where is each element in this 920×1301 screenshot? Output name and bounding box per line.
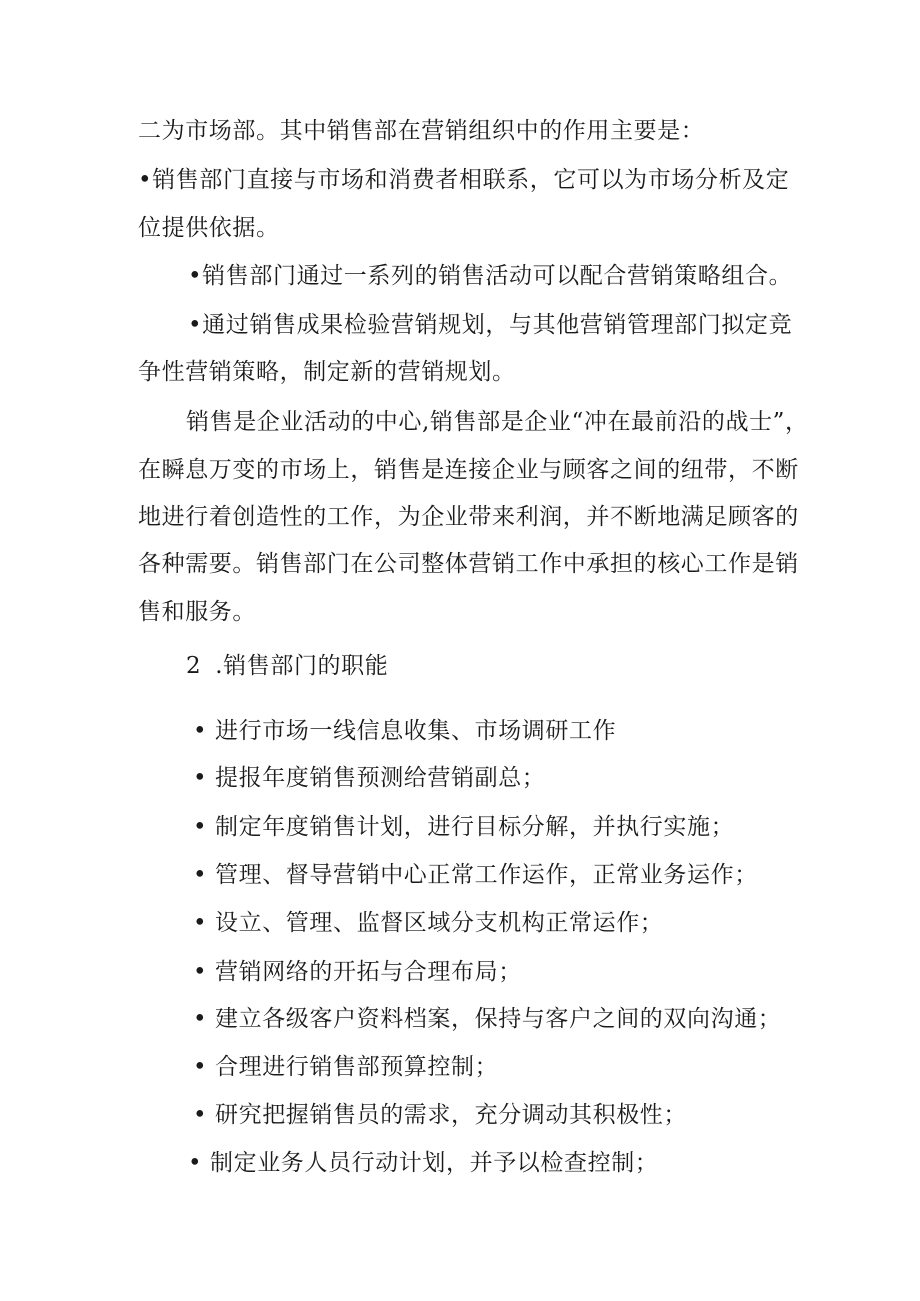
function-item-2 xyxy=(193,763,545,793)
function-item-1 xyxy=(193,716,616,746)
function-item-9 xyxy=(193,1100,687,1130)
function-item-10 xyxy=(188,1148,658,1178)
function-item-5 xyxy=(193,908,663,938)
function-item-text: 管理、督导营销中心正常工作运作，正常业务运作； xyxy=(215,862,758,888)
role-item-3-continuation: 争性营销策略，制定新的营销规划。 xyxy=(138,359,516,385)
paragraph-text-4: 各种需要。销售部门在公司整体营销工作中承担的核心工作是销 xyxy=(138,551,799,577)
bullet-glyph: • xyxy=(188,312,203,338)
bullet-glyph: • xyxy=(193,765,208,791)
function-item-text: 制定业务人员行动计划，并予以检查控制； xyxy=(210,1150,659,1176)
paragraph-text-3: 地进行着创造性的工作，为企业带来利润，并不断地满足顾客的 xyxy=(138,504,799,530)
intro-text: 二为市场部。其中销售部在营销组织中的作用主要是： xyxy=(138,118,705,144)
role-item-1-text: 销售部门直接与市场和消费者相联系，它可以为市场分析及定 xyxy=(152,167,790,193)
function-item-text: 营销网络的开拓与合理布局； xyxy=(215,959,522,985)
paragraph-text-1: 销售是企业活动的中心,销售部是企业“冲在最前沿的战士”， xyxy=(186,409,809,435)
bullet-glyph: • xyxy=(188,1150,203,1176)
role-item-1-line-2 xyxy=(138,213,280,243)
function-item-text: 设立、管理、监督区域分支机构正常运作； xyxy=(215,910,664,936)
role-item-3-line-1 xyxy=(188,310,792,340)
bullet-glyph: • xyxy=(138,167,153,193)
paragraph-line-2 xyxy=(138,455,799,485)
section-title: .销售部门的职能 xyxy=(215,653,389,679)
paragraph-line-1 xyxy=(186,407,809,437)
intro-line xyxy=(138,116,704,146)
paragraph-line-5 xyxy=(138,597,256,627)
function-item-3 xyxy=(193,812,734,842)
paragraph-text-2: 在瞬息万变的市场上，销售是连接企业与顾客之间的纽带，不断 xyxy=(138,457,799,483)
bullet-glyph: • xyxy=(193,718,208,744)
bullet-glyph: • xyxy=(193,1054,208,1080)
role-item-1-line-1 xyxy=(138,165,789,195)
role-item-2-text: 销售部门通过一系列的销售活动可以配合营销策略组合。 xyxy=(202,263,793,289)
function-item-text: 进行市场一线信息收集、市场调研工作 xyxy=(215,718,617,744)
function-item-text: 提报年度销售预测给营销副总； xyxy=(215,765,546,791)
bullet-glyph: • xyxy=(188,263,203,289)
role-item-2-line-1 xyxy=(188,261,792,291)
function-item-text: 建立各级客户资料档案，保持与客户之间的双向沟通； xyxy=(215,1006,782,1032)
function-item-8 xyxy=(193,1052,498,1082)
paragraph-text-5: 售和服务。 xyxy=(138,599,256,625)
section-number: 2 xyxy=(186,653,202,679)
role-item-3-line-2 xyxy=(138,357,516,387)
function-item-text: 制定年度销售计划，进行目标分解，并执行实施； xyxy=(215,814,735,840)
role-item-1-continuation: 位提供依据。 xyxy=(138,215,280,241)
bullet-glyph: • xyxy=(193,1102,208,1128)
bullet-glyph: • xyxy=(193,959,208,985)
function-item-text: 研究把握销售员的需求，充分调动其积极性； xyxy=(215,1102,687,1128)
function-item-7 xyxy=(193,1004,781,1034)
bullet-glyph: • xyxy=(193,814,208,840)
bullet-glyph: • xyxy=(193,1006,208,1032)
paragraph-line-3 xyxy=(138,502,799,532)
function-item-4 xyxy=(193,860,758,890)
bullet-glyph: • xyxy=(193,862,208,888)
section-heading xyxy=(186,651,388,681)
bullet-glyph: • xyxy=(193,910,208,936)
function-item-text: 合理进行销售部预算控制； xyxy=(215,1054,499,1080)
paragraph-line-4 xyxy=(138,549,799,579)
role-item-3-text: 通过销售成果检验营销规划，与其他营销管理部门拟定竞 xyxy=(202,312,793,338)
function-item-6 xyxy=(193,957,522,987)
